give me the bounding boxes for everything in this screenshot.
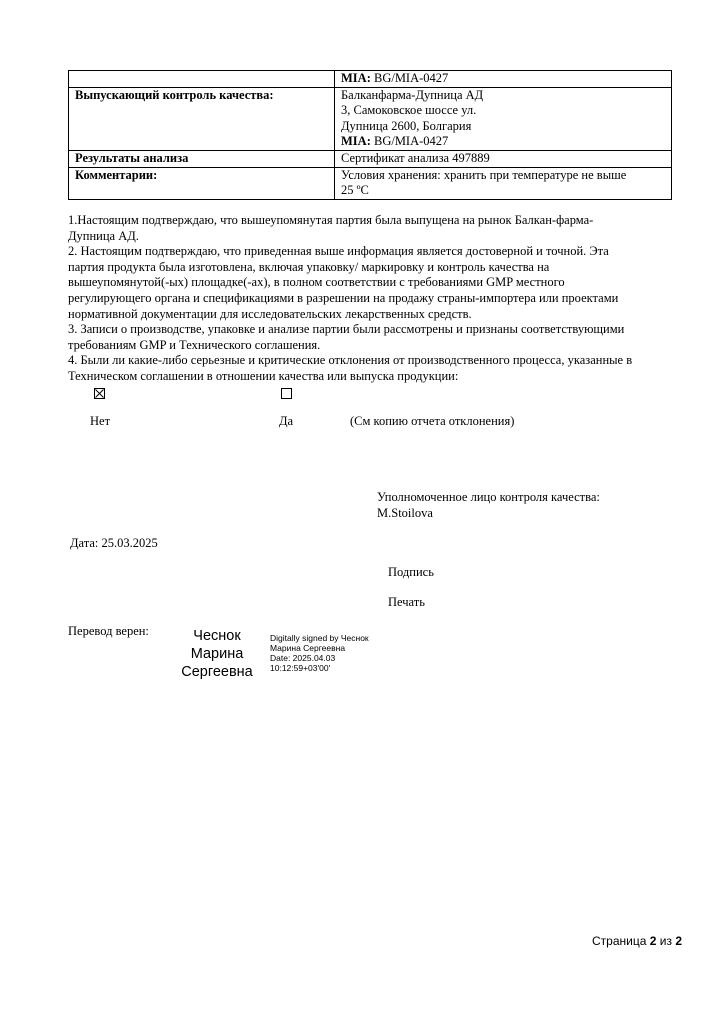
statement-line: 1.Настоящим подтверждаю, что вышеупомянутая партия была выпущена на рынок Балкан-фарма- bbox=[68, 213, 594, 227]
release-control-value bbox=[335, 87, 672, 150]
table-row bbox=[69, 71, 672, 88]
no-option-label: Нет bbox=[90, 414, 111, 428]
comments-line: 25 ºС bbox=[341, 183, 369, 198]
statement-line: регулирующего органа и спецификациями в разрешении на продажу страны-импортера или проектами bbox=[68, 290, 619, 305]
signer-patronymic: Сергеевна bbox=[181, 664, 253, 680]
statement-line: Дупница АД. bbox=[68, 228, 139, 243]
statement-3 bbox=[68, 322, 678, 353]
release-control-label: Выпускающий контроль качества: bbox=[69, 87, 335, 150]
table-row bbox=[69, 87, 672, 150]
statement-line: нормативной документации для исследовательских лекарственных средств. bbox=[68, 306, 472, 321]
statement-line: требованиям GMP и Технического соглашения. bbox=[68, 337, 321, 352]
empty-cell bbox=[69, 71, 335, 88]
release-info-table bbox=[68, 70, 672, 200]
deviation-report-note: (См копию отчета отклонения) bbox=[350, 414, 515, 428]
statement-line: Техническом соглашении в отношении качества или выпуска продукции: bbox=[68, 368, 459, 383]
yes-option-label: Да bbox=[279, 414, 294, 428]
page-number-prefix: Страница bbox=[592, 934, 650, 948]
signer-name bbox=[172, 627, 262, 681]
comments-label: Комментарии: bbox=[69, 167, 335, 199]
statement-4 bbox=[68, 353, 678, 384]
signer-first-name: Марина bbox=[190, 646, 244, 662]
statement-line: партия продукта была изготовлена, включая упаковку/ маркировку и контроль качества на bbox=[68, 259, 550, 274]
statement-line: 3. Записи о производстве, упаковке и анализе партии были рассмотрены и признаны соответствующими bbox=[68, 322, 625, 337]
release-mia-line bbox=[341, 134, 665, 150]
comments-line: Условия хранения: хранить при температуре не выше bbox=[341, 167, 627, 182]
statement-2 bbox=[68, 244, 678, 322]
page-number-total: 2 bbox=[675, 934, 682, 948]
checked-cross-icon bbox=[95, 389, 104, 398]
page-number-middle: из bbox=[656, 934, 676, 948]
table-row bbox=[69, 167, 672, 199]
signature-label: Подпись bbox=[388, 565, 434, 579]
release-mia-label: MIA: bbox=[341, 134, 371, 149]
mia-value: BG/MIA-0427 bbox=[370, 71, 449, 85]
statement-1 bbox=[68, 213, 678, 244]
digital-signature-line: Digitally signed by Чеснок bbox=[270, 633, 369, 643]
stamp-label: Печать bbox=[388, 595, 425, 609]
address-line: Дупница 2600, Болгария bbox=[341, 118, 472, 133]
authorized-person bbox=[377, 490, 600, 521]
signer-surname: Чеснок bbox=[193, 628, 241, 644]
translation-certified-label: Перевод верен: bbox=[68, 624, 149, 638]
release-mia-value: BG/MIA-0427 bbox=[370, 134, 449, 149]
results-label: Результаты анализа bbox=[69, 150, 335, 167]
digital-signature-line: 10:12:59+03'00' bbox=[270, 663, 331, 673]
yes-checkbox[interactable] bbox=[281, 388, 292, 399]
digital-signature-block bbox=[270, 633, 369, 673]
address-line: Балканфарма-Дупница АД bbox=[341, 87, 484, 102]
statement-line: 4. Были ли какие-либо серьезные и критические отклонения от производственного процесса, указанные в bbox=[68, 353, 633, 368]
statement-line: 2. Настоящим подтверждаю, что приведенная выше информация является достоверной и точной. Эта bbox=[68, 244, 609, 259]
no-checkbox[interactable] bbox=[94, 388, 105, 399]
table-row bbox=[69, 150, 672, 167]
results-value: Сертификат анализа 497889 bbox=[335, 150, 672, 167]
mia-cell bbox=[335, 71, 672, 88]
digital-signature-line: Date: 2025.04.03 bbox=[270, 653, 336, 663]
authorized-person-name: M.Stoilova bbox=[377, 505, 433, 520]
authorized-person-title: Уполномоченное лицо контроля качества: bbox=[377, 490, 600, 504]
digital-signature-line: Марина Сергеевна bbox=[270, 643, 346, 653]
address-line: 3, Самоковское шоссе ул. bbox=[341, 103, 477, 118]
statement-line: вышеупомянутой(-ых) площадке(-ах), в полном соответствии с требованиями GMP местного bbox=[68, 275, 565, 290]
date-text: Дата: 25.03.2025 bbox=[70, 536, 158, 550]
page-number-current: 2 bbox=[649, 934, 657, 948]
comments-value bbox=[335, 167, 672, 199]
page-number bbox=[592, 934, 682, 950]
statements-block bbox=[68, 213, 678, 385]
mia-label: MIA: bbox=[341, 71, 371, 85]
